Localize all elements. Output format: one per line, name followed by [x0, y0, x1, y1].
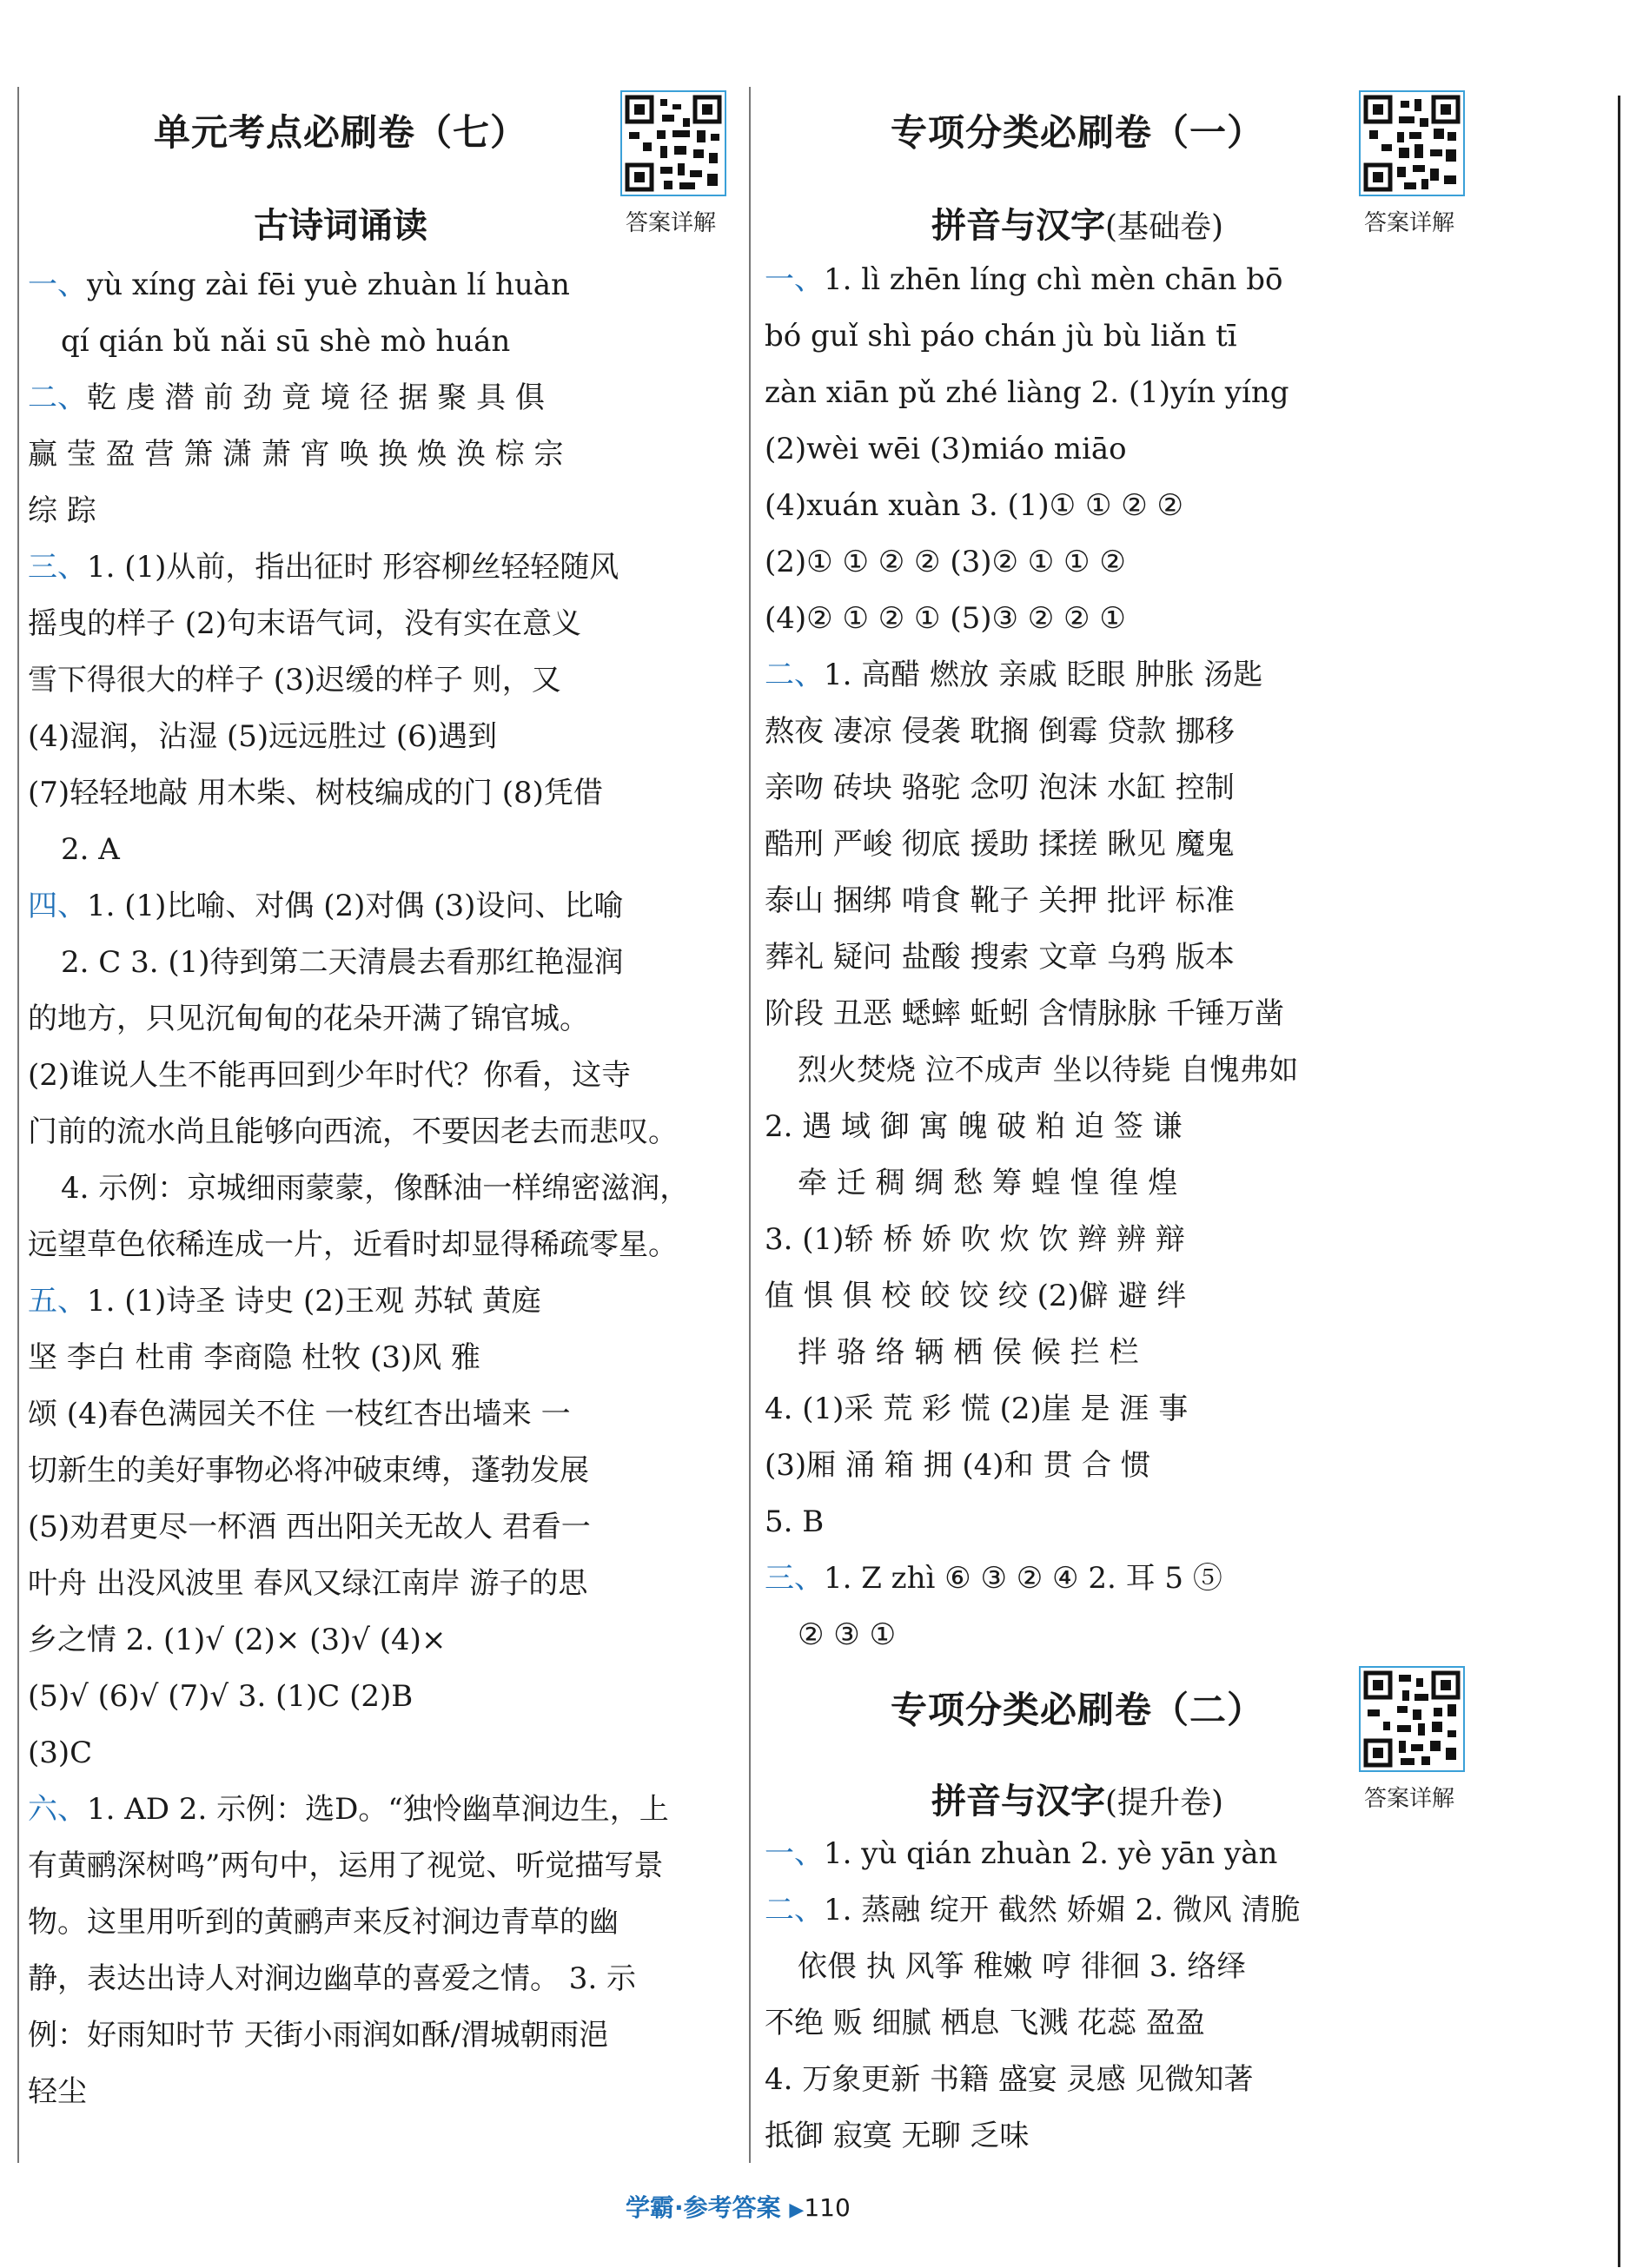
- answer-text: 颂 (4)春色满园关不住 一枝红杏出墙来 一: [28, 1397, 571, 1432]
- answer-line: [28, 370, 736, 426]
- section-number: 一、: [765, 262, 824, 297]
- section-title: 单元考点必刷卷（七）: [153, 111, 527, 154]
- answer-line: [28, 1499, 736, 1556]
- qr-code-icon[interactable]: [1359, 90, 1465, 196]
- answer-text: 摇曳的样子 (2)句末语气词，没有实在意义: [28, 606, 581, 641]
- subtitle-text: 拼音与汉字: [931, 1782, 1105, 1822]
- answer-line: [28, 1951, 736, 2007]
- answer-text: 1. AD 2. 示例：选D。“独怜幽草涧边生，上: [87, 1792, 669, 1827]
- answer-line: [28, 1556, 736, 1612]
- answer-line: [28, 765, 736, 822]
- left-margin-rule: [17, 87, 19, 2163]
- brand-logo: 学霸: [626, 2193, 675, 2222]
- answer-line: [765, 929, 1477, 986]
- section-subtitle: [765, 1774, 1390, 1823]
- answer-text: 阶段 丑恶 蟋蟀 蚯蚓 含情脉脉 千锤万凿: [765, 996, 1285, 1031]
- answer-line: [28, 1160, 736, 1217]
- answer-line: [765, 2052, 1477, 2108]
- answer-text: (5)劝君更尽一杯酒 西出阳关无故人 君看一: [28, 1510, 591, 1544]
- answer-text: 叶舟 出没风波里 春风又绿江南岸 游子的思: [28, 1566, 588, 1601]
- answer-text: 1. 蒸融 绽开 截然 娇媚 2. 微风 清脆: [824, 1893, 1301, 1927]
- answer-line: [765, 1882, 1477, 1939]
- answer-line: [765, 704, 1477, 760]
- answer-line: [28, 1443, 736, 1499]
- answer-text: (2)① ① ② ② (3)② ① ① ②: [765, 545, 1126, 579]
- answer-line: [765, 421, 1477, 478]
- page-number: 110: [804, 2193, 851, 2222]
- page-footer: [626, 2189, 851, 2227]
- answer-text: 远望草色依稀连成一片，近看时却显得稀疏零星。: [28, 1227, 678, 1262]
- answer-line: [765, 760, 1477, 817]
- answer-line: [765, 986, 1477, 1042]
- answer-line: [765, 817, 1477, 873]
- section-number: 六、: [28, 1792, 87, 1827]
- section-number: 二、: [28, 380, 87, 415]
- answer-text: bó guǐ shì páo chán jù bù liǎn tī: [765, 319, 1237, 354]
- answer-line: [765, 1212, 1477, 1268]
- section-number: 二、: [765, 1893, 824, 1927]
- answer-text: (4)② ① ② ① (5)③ ② ② ①: [765, 601, 1126, 636]
- answer-text: 赢 莹 盈 营 箫 潇 萧 宵 唤 换 焕 涣 棕 宗: [28, 437, 564, 472]
- answer-text: 烈火焚烧 泣不成声 坐以待毙 自愧弗如: [798, 1053, 1299, 1088]
- answer-line: [765, 1995, 1477, 2052]
- answer-text: (3)C: [28, 1736, 93, 1770]
- answer-line: [28, 1838, 736, 1894]
- answer-line: [765, 2108, 1477, 2165]
- qr-caption: 答案详解: [626, 210, 717, 236]
- section-number: 五、: [28, 1284, 87, 1319]
- answer-text: 1. yù qián zhuàn 2. yè yān yàn: [824, 1836, 1278, 1871]
- answer-text: 5. B: [765, 1504, 825, 1539]
- answer-line: [28, 1273, 736, 1330]
- answer-line: [28, 596, 736, 652]
- section-number: 四、: [28, 889, 87, 923]
- answer-line: [765, 534, 1477, 591]
- answer-line: [28, 539, 736, 596]
- answer-text: 综 踪: [28, 493, 96, 528]
- section-number: 三、: [765, 1561, 824, 1596]
- answer-text: 2. 遇 域 御 寓 魄 破 粕 迫 签 谦: [765, 1109, 1183, 1144]
- answer-line: [765, 1826, 1477, 1882]
- answer-line: [765, 1155, 1477, 1212]
- answer-text: (4)湿润，沾湿 (5)远远胜过 (6)遇到: [28, 719, 498, 754]
- footer-section: 参考答案: [683, 2193, 781, 2222]
- answer-line: [765, 478, 1477, 534]
- answer-line: [28, 426, 736, 483]
- right-edge-rule: [1618, 96, 1620, 2267]
- answer-line: [765, 252, 1477, 308]
- answer-text: 值 惧 俱 校 皎 饺 绞 (2)僻 避 绊: [765, 1279, 1187, 1313]
- answer-line: [28, 1894, 736, 1951]
- answer-line: [765, 1607, 1477, 1663]
- answer-text: 坚 李白 杜甫 李商隐 杜牧 (3)风 雅: [28, 1340, 481, 1375]
- subtitle-text: 拼音与汉字: [931, 206, 1105, 246]
- answer-line: [28, 1669, 736, 1725]
- answer-line: [28, 878, 736, 935]
- answer-line: [28, 314, 736, 370]
- answer-text: 乾 虔 潜 前 劲 竟 境 径 据 聚 具 俱: [87, 380, 545, 415]
- answer-text: 葬礼 疑问 盐酸 搜索 文章 乌鸦 版本: [765, 940, 1235, 975]
- answer-text: (3)厢 涌 箱 拥 (4)和 贯 合 惯: [765, 1448, 1150, 1483]
- answer-line: [28, 935, 736, 991]
- answer-text: 3. (1)轿 桥 娇 吹 炊 饮 辫 辨 辩: [765, 1222, 1185, 1257]
- answer-text: 4. 示例：京城细雨蒙蒙，像酥油一样绵密滋润，: [61, 1171, 690, 1206]
- answer-text: 不绝 贩 细腻 栖息 飞溅 花蕊 盈盈: [765, 2006, 1205, 2040]
- answer-text: 泰山 捆绑 啃食 靴子 关押 批评 标准: [765, 883, 1235, 918]
- answer-line: [28, 709, 736, 765]
- answer-text: 4. (1)采 荒 彩 慌 (2)崖 是 涯 事: [765, 1392, 1189, 1426]
- answer-text: ② ③ ①: [798, 1617, 897, 1652]
- subtitle-level: (基础卷): [1104, 209, 1224, 245]
- answer-lines: [765, 1826, 1477, 2165]
- answer-text: (7)轻轻地敲 用木柴、树枝编成的门 (8)凭借: [28, 776, 603, 810]
- answer-text: 静，表达出诗人对涧边幽草的喜爱之情。 3. 示: [28, 1961, 637, 1996]
- section-subtitle: [765, 198, 1390, 248]
- answer-text: 1. (1)诗圣 诗史 (2)王观 苏轼 黄庭: [87, 1284, 541, 1319]
- answer-text: 4. 万象更新 书籍 盛宴 灵感 见微知著: [765, 2062, 1254, 2097]
- subtitle-level: (提升卷): [1104, 1785, 1224, 1821]
- answer-line: [28, 483, 736, 539]
- answer-line: [765, 1099, 1477, 1155]
- answer-lines: [28, 257, 736, 2120]
- answer-line: [765, 1381, 1477, 1438]
- answer-line: [765, 591, 1477, 647]
- qr-caption: 答案详解: [1364, 1786, 1455, 1812]
- answer-line: [765, 1939, 1477, 1995]
- answer-line: [765, 1438, 1477, 1494]
- answer-text: 1. lì zhēn líng chì mèn chān bō: [824, 262, 1283, 297]
- answer-line: [28, 2064, 736, 2120]
- answer-line: [28, 2007, 736, 2064]
- answer-line: [765, 1551, 1477, 1607]
- answer-line: [28, 1048, 736, 1104]
- answer-text: 亲吻 砖块 骆驼 念叨 泡沫 水缸 控制: [765, 770, 1235, 805]
- qr-code-icon[interactable]: [620, 90, 726, 196]
- answer-line: [28, 1330, 736, 1386]
- answer-line: [765, 1268, 1477, 1325]
- answer-text: 2. C 3. (1)待到第二天清晨去看那红艳湿润: [61, 945, 624, 980]
- answer-line: [28, 652, 736, 709]
- answer-text: 乡之情 2. (1)√ (2)× (3)√ (4)×: [28, 1623, 447, 1657]
- answer-text: 1. (1)从前，指出征时 形容柳丝轻轻随风: [87, 550, 619, 585]
- answer-text: 门前的流水尚且能够向西流，不要因老去而悲叹。: [28, 1114, 678, 1149]
- answer-line: [28, 1612, 736, 1669]
- answer-text: (5)√ (6)√ (7)√ 3. (1)C (2)B: [28, 1679, 414, 1714]
- section-number: 三、: [28, 550, 87, 585]
- answer-text: 的地方，只见沉甸甸的花朵开满了锦官城。: [28, 1002, 589, 1036]
- answer-text: (4)xuán xuàn 3. (1)① ① ② ②: [765, 488, 1184, 523]
- qr-code-icon[interactable]: [1359, 1666, 1465, 1772]
- section-number: 二、: [765, 658, 824, 692]
- answer-line: [28, 257, 736, 314]
- answer-line: [765, 1494, 1477, 1551]
- answer-line: [765, 365, 1477, 421]
- section-subtitle: 古诗词诵读: [254, 206, 427, 246]
- answer-text: 物。这里用听到的黄鹂声来反衬涧边青草的幽: [28, 1905, 619, 1940]
- answer-text: zàn xiān pǔ zhé liàng 2. (1)yín yíng: [765, 375, 1289, 410]
- section-number: 一、: [28, 268, 87, 302]
- answer-line: [765, 647, 1477, 704]
- section-title: 专项分类必刷卷（一）: [890, 111, 1264, 154]
- answer-text: 拌 骆 络 辆 栖 侯 候 拦 栏: [798, 1335, 1139, 1370]
- answer-line: [765, 1042, 1477, 1099]
- answer-line: [765, 873, 1477, 929]
- answer-text: (2)wèi wēi (3)miáo miāo: [765, 432, 1127, 466]
- answer-text: (2)谁说人生不能再回到少年时代？你看，这寺: [28, 1058, 632, 1093]
- answer-text: 有黄鹂深树鸣”两句中，运用了视觉、听觉描写景: [28, 1848, 664, 1883]
- answer-line: [28, 991, 736, 1048]
- footer-dot: ·: [674, 2193, 684, 2222]
- answer-line: [28, 1104, 736, 1160]
- answer-text: 酷刑 严峻 彻底 援助 揉搓 瞅见 魔鬼: [765, 827, 1235, 862]
- answer-line: [765, 308, 1477, 365]
- answer-text: 牵 迁 稠 绸 愁 筹 蝗 惶 徨 煌: [798, 1166, 1178, 1200]
- answer-line: [28, 1217, 736, 1273]
- answer-line: [28, 822, 736, 878]
- answer-line: [28, 1725, 736, 1782]
- answer-text: 抵御 寂寞 无聊 乏味: [765, 2119, 1030, 2153]
- answer-line: [28, 1782, 736, 1838]
- answer-line: [28, 1386, 736, 1443]
- answer-text: 轻尘: [28, 2074, 87, 2109]
- answer-text: 熬夜 凄凉 侵袭 耽搁 倒霉 贷款 挪移: [765, 714, 1235, 749]
- section-title: 专项分类必刷卷（二）: [890, 1689, 1264, 1731]
- play-triangle-icon: ▶: [789, 2199, 805, 2221]
- answer-text: 1. (1)比喻、对偶 (2)对偶 (3)设问、比喻: [87, 889, 624, 923]
- answer-text: 1. Z zhì ⑥ ③ ② ④ 2. 耳 5 ⑤: [824, 1561, 1222, 1596]
- column-divider: [749, 87, 751, 2163]
- answer-text: 切新生的美好事物必将冲破束缚，蓬勃发展: [28, 1453, 589, 1488]
- answer-text: 例：好雨知时节 天街小雨润如酥/渭城朝雨浥: [28, 2018, 609, 2053]
- section-number: 一、: [765, 1836, 824, 1871]
- answer-text: qí qián bǔ nǎi sū shè mò huán: [61, 324, 511, 359]
- answer-text: 雪下得很大的样子 (3)迟缓的样子 则，又: [28, 663, 561, 698]
- answer-text: 2. A: [61, 832, 120, 867]
- answer-text: yù xíng zài fēi yuè zhuàn lí huàn: [87, 268, 570, 302]
- answer-text: 1. 高醋 燃放 亲戚 眨眼 肿胀 汤匙: [824, 658, 1263, 692]
- answer-text: 依偎 执 风筝 稚嫩 哼 徘徊 3. 络绎: [798, 1949, 1247, 1984]
- qr-caption: 答案详解: [1364, 210, 1455, 236]
- answer-lines: [765, 252, 1477, 1663]
- answer-line: [765, 1325, 1477, 1381]
